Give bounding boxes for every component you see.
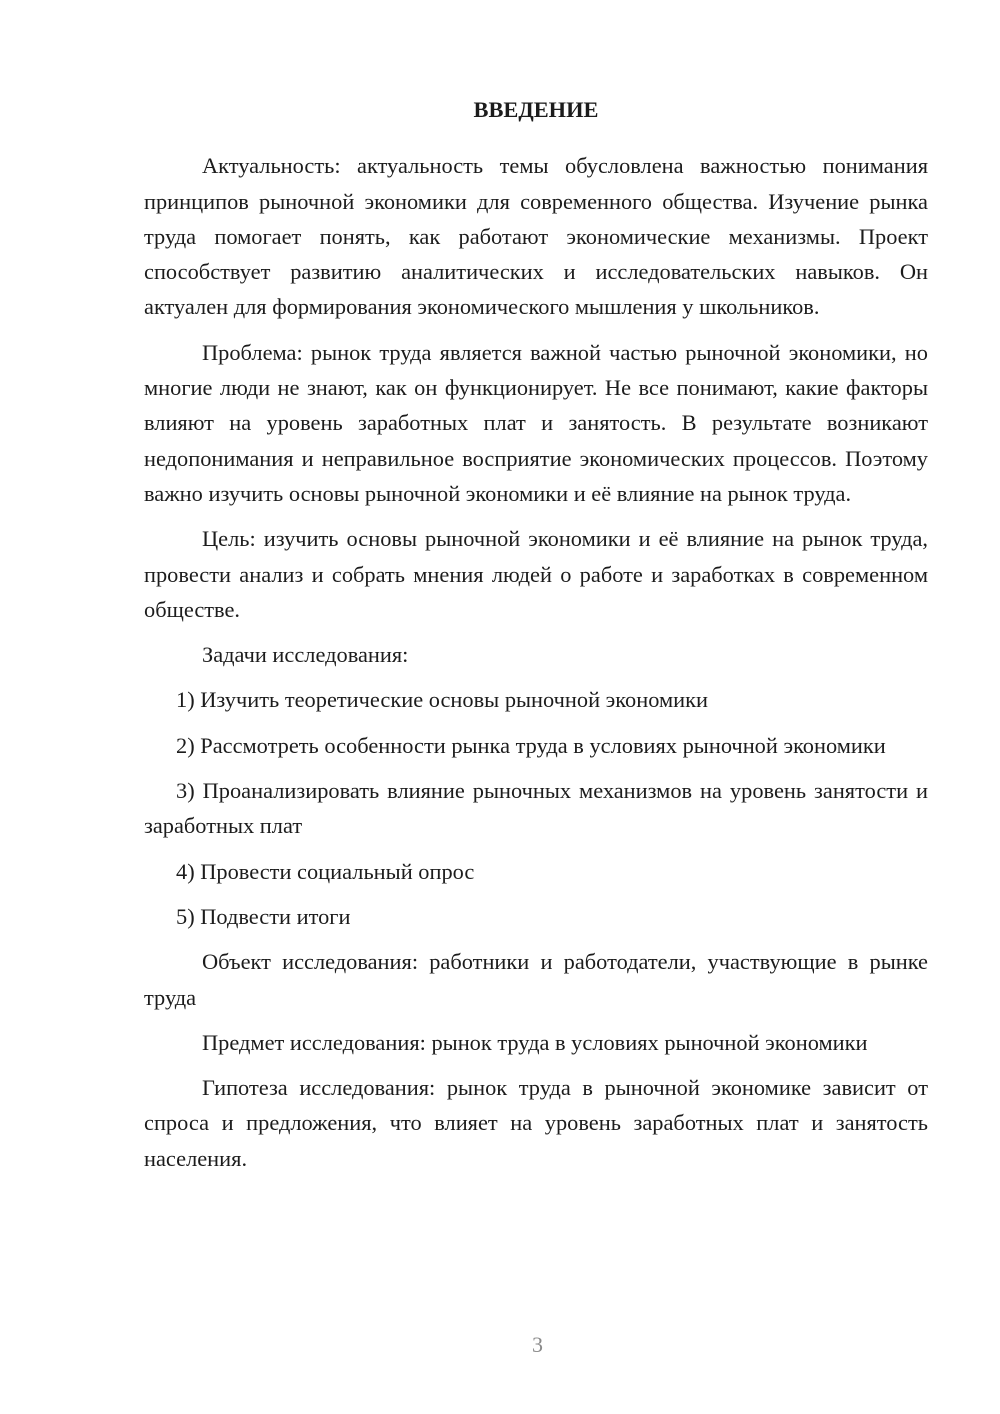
page-number: 3: [532, 1332, 543, 1357]
task-item-5: 5) Подвести итоги: [176, 903, 351, 929]
paragraph-object: Объект исследования: работники и работодатели, участвующие в рынке труда: [144, 949, 928, 1010]
task-item-4: 4) Провести социальный опрос: [176, 858, 475, 884]
paragraph-problem: Проблема: рынок труда является важной частью рыночной экономики, но многие люди не знают, как он функционирует. Не все понимают, какие факторы влияют на уровень заработных плат и занятость. В результате возникают недопонимания и неправильное восприятие экономических процессов. Поэтому важно изучить основы рыночной экономики и её влияние на рынок труда.: [144, 339, 928, 506]
task-item-1: 1) Изучить теоретические основы рыночной экономики: [176, 687, 708, 713]
paragraph-subject: Предмет исследования: рынок труда в условиях рыночной экономики: [202, 1029, 868, 1055]
document-body: [144, 92, 928, 1176]
section-title: ВВЕДЕНИЕ: [473, 97, 599, 122]
paragraph-goal: Цель: изучить основы рыночной экономики и её влияние на рынок труда, провести анализ и собрать мнения людей о работе и заработках в современном обществе.: [144, 526, 928, 622]
task-item-3: 3) Проанализировать влияние рыночных механизмов на уровень занятости и заработных плат: [144, 778, 928, 839]
tasks-heading: Задачи исследования:: [202, 642, 409, 668]
paragraph-hypothesis: Гипотеза исследования: рынок труда в рыночной экономике зависит от спроса и предложения, что влияет на уровень заработных плат и занятость населения.: [144, 1075, 928, 1171]
task-item-2: 2) Рассмотреть особенности рынка труда в условиях рыночной экономики: [176, 732, 886, 758]
paragraph-relevance: Актуальность: актуальность темы обусловлена важностью понимания принципов рыночной экономики для современного общества. Изучение рынка труда помогает понять, как работают экономические механизмы. Проект способствует развитию аналитических и исследовательских навыков. Он актуален для формирования экономического мышления у школьников.: [144, 153, 928, 320]
